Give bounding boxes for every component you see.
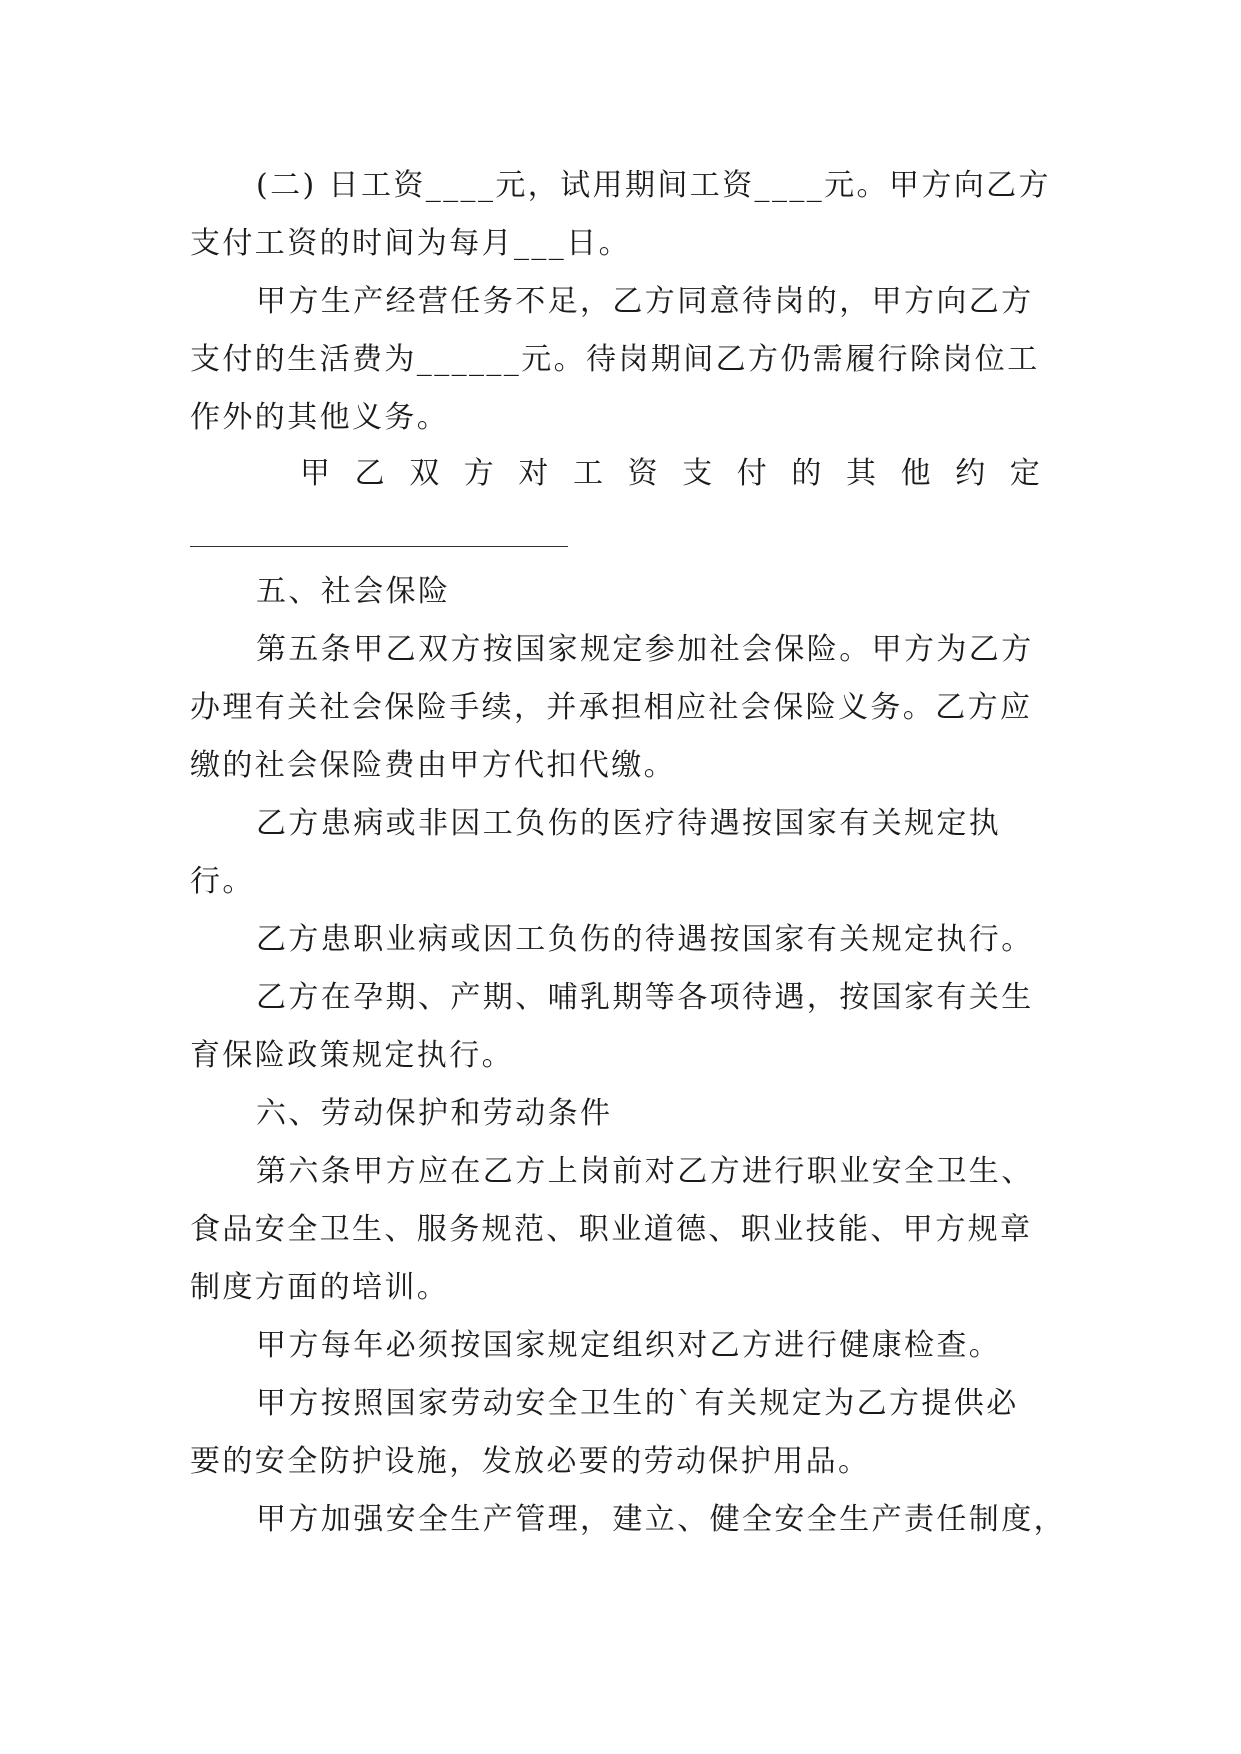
paragraph-line: 缴的社会保险费由甲方代扣代缴。 <box>190 748 676 783</box>
paragraph-line: 办理有关社会保险手续，并承担相应社会保险义务。乙方应 <box>190 690 1033 725</box>
paragraph-line: 乙方患病或非因工负伤的医疗待遇按国家有关规定执 <box>256 806 1002 841</box>
paragraph-line: 甲乙双方对工资支付的其他约定 <box>300 456 1065 491</box>
paragraph-line: 乙方患职业病或因工负伤的待遇按国家有关规定执行。 <box>256 922 1034 957</box>
paragraph-line: 甲方加强安全生产管理，建立、健全安全生产责任制度， <box>256 1502 1066 1537</box>
paragraph-line: 支付工资的时间为每月___日。 <box>190 226 631 261</box>
section-heading: 五、社会保险 <box>256 574 451 609</box>
paragraph-line: (二) 日工资____元，试用期间工资____元。甲方向乙方 <box>256 168 1051 203</box>
paragraph-line: 育保险政策规定执行。 <box>190 1038 514 1073</box>
paragraph-line: 制度方面的培训。 <box>190 1270 450 1305</box>
paragraph-line: 行。 <box>190 864 255 899</box>
section-heading: 六、劳动保护和劳动条件 <box>256 1096 613 1131</box>
paragraph-line: 第六条甲方应在乙方上岗前对乙方进行职业安全卫生、 <box>256 1154 1034 1189</box>
paragraph-line: 食品安全卫生、服务规范、职业道德、职业技能、甲方规章 <box>190 1212 1033 1247</box>
paragraph-line: 甲方每年必须按国家规定组织对乙方进行健康检查。 <box>256 1328 1002 1363</box>
blank-fill-line <box>190 546 568 547</box>
paragraph-line: 支付的生活费为______元。待岗期间乙方仍需履行除岗位工 <box>190 342 1040 377</box>
paragraph-line: 作外的其他义务。 <box>190 400 450 435</box>
paragraph-line: 甲方生产经营任务不足，乙方同意待岗的，甲方向乙方 <box>256 284 1034 319</box>
paragraph-line: 乙方在孕期、产期、哺乳期等各项待遇，按国家有关生 <box>256 980 1034 1015</box>
paragraph-line: 要的安全防护设施，发放必要的劳动保护用品。 <box>190 1444 871 1479</box>
paragraph-line: 第五条甲乙双方按国家规定参加社会保险。甲方为乙方 <box>256 632 1034 667</box>
paragraph-line: 甲方按照国家劳动安全卫生的`有关规定为乙方提供必 <box>256 1386 1019 1421</box>
